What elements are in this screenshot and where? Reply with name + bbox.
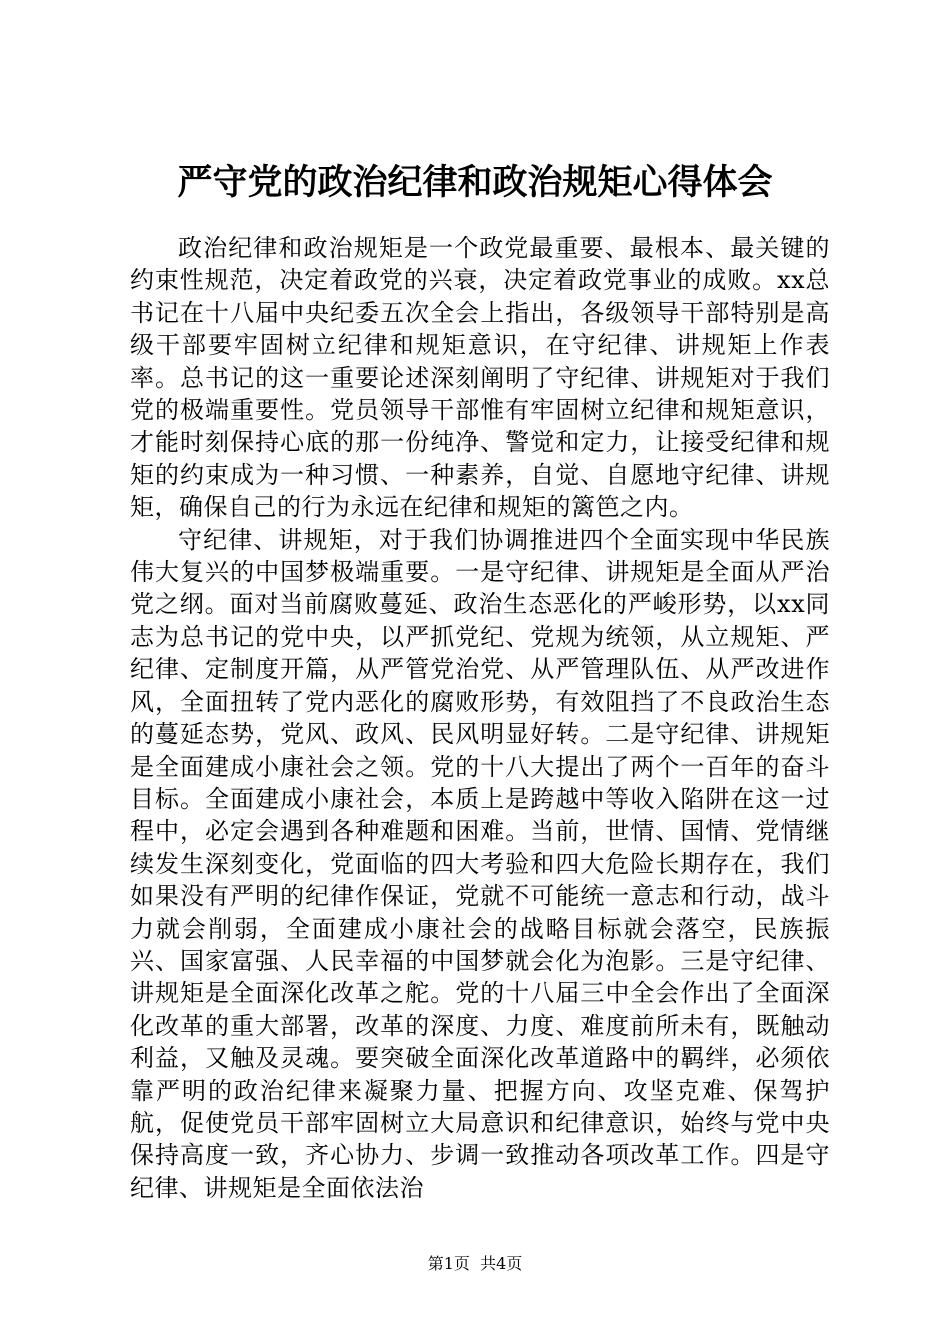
document-title: 严守党的政治纪律和政治规矩心得体会 (177, 162, 773, 203)
page-footer (0, 1254, 950, 1274)
paragraph-1: 政治纪律和政治规矩是一个政党最重要、最根本、最关键的约束性规范，决定着政党的兴衰，决定着政党事业的成败。xx总书记在十八届中央纪委五次全会上指出，各级领导干部特别是高级干部要牢固树立纪律和规矩意识，在守纪律、讲规矩上作表率。总书记的这一重要论述深刻阐明了守纪律、讲规矩对于我们党的极端重要性。党员领导干部惟有牢固树立纪律和规矩意识，才能时刻保持心底的那一份纯净、警觉和定力，让接受纪律和规矩的约束成为一种习惯、一种素养，自觉、自愿地守纪律、讲规矩，确保自己的行为永远在纪律和规矩的篱笆之内。 (130, 234, 830, 522)
document-body (130, 232, 830, 1204)
paragraph-2: 守纪律、讲规矩，对于我们协调推进四个全面实现中华民族伟大复兴的中国梦极端重要。一是守纪律、讲规矩是全面从严治党之纲。面对当前腐败蔓延、政治生态恶化的严峻形势，以xx同志为总书记的党中央，以严抓党纪、党规为统领，从立规矩、严纪律、定制度开篇，从严管党治党、从严管理队伍、从严改进作风，全面扭转了党内恶化的腐败形势，有效阻挡了不良政治生态的蔓延态势，党风、政风、民风明显好转。二是守纪律、讲规矩是全面建成小康社会之领。党的十八大提出了两个一百年的奋斗目标。全面建成小康社会，本质上是跨越中等收入陷阱在这一过程中，必定会遇到各种难题和困难。当前，世情、国情、党情继续发生深刻变化，党面临的四大考验和四大危险长期存在，我们如果没有严明的纪律作保证，党就不可能统一意志和行动，战斗力就会削弱，全面建成小康社会的战略目标就会落空，民族振兴、国家富强、人民幸福的中国梦就会化为泡影。三是守纪律、讲规矩是全面深化改革之舵。党的十八届三中全会作出了全面深化改革的重大部署，改革的深度、力度、难度前所未有，既触动利益，又触及灵魂。要突破全面深化改革道路中的羁绊，必须依靠严明的政治纪律来凝聚力量、把握方向、攻坚克难、保驾护航，促使党员干部牢固树立大局意识和纪律意识，始终与党中央保持高度一致，齐心协力、步调一致推动各项改革工作。四是守纪律、讲规矩是全面依法治 (130, 525, 830, 1202)
page-total: 共4页 (480, 1254, 523, 1273)
page-number: 第1页 (427, 1254, 470, 1273)
